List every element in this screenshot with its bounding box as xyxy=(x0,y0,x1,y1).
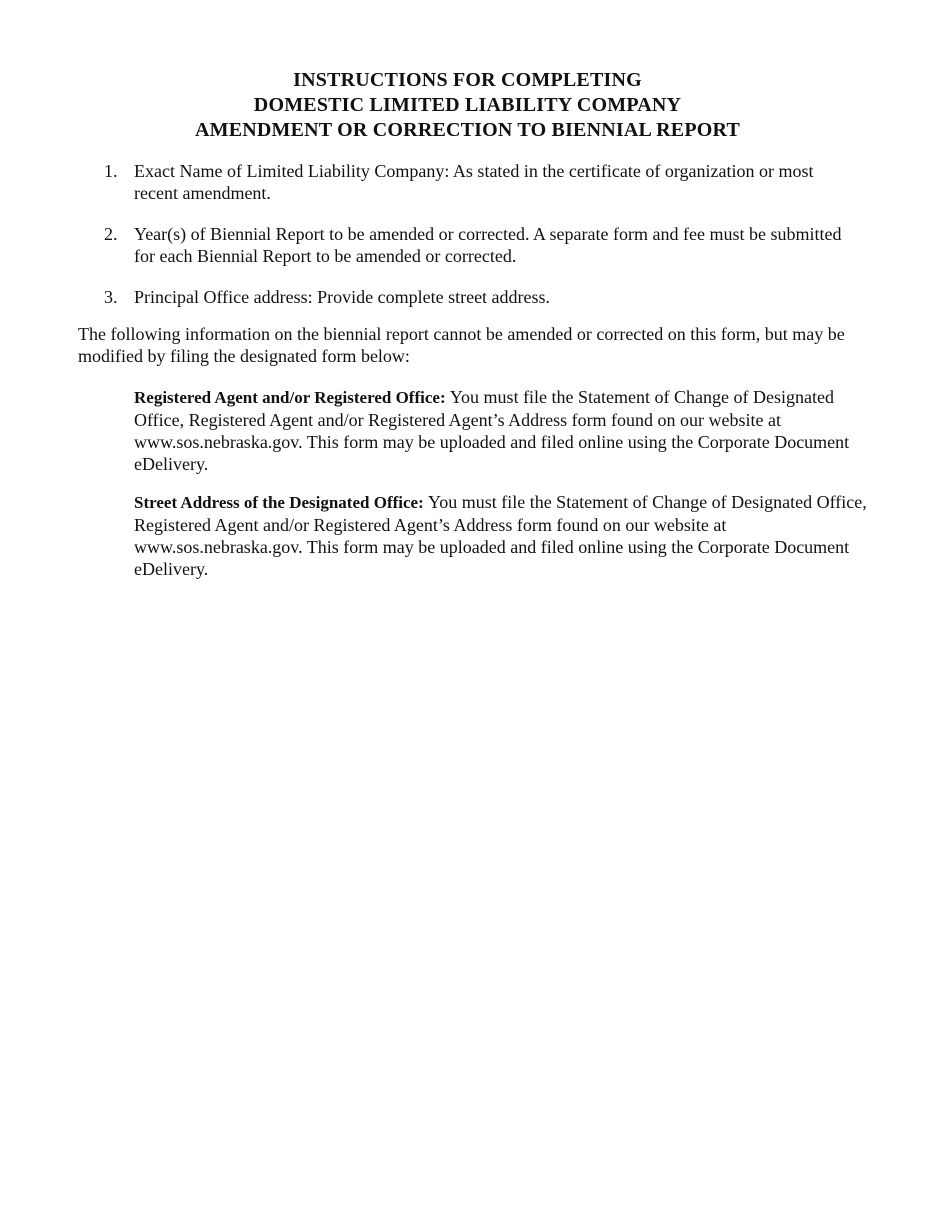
title-line-1: INSTRUCTIONS FOR COMPLETING xyxy=(293,69,642,91)
note-body: You must file the Statement of Change of Designated Office, Registered Agent and/or Registered Agent’s Address form found on our website at www.sos.nebraska.gov. This form may be uploaded and filed online using the Corporate Document eDelivery. xyxy=(134,492,867,579)
title-line-2: DOMESTIC LIMITED LIABILITY COMPANY xyxy=(253,94,682,116)
note-body: You must file the Statement of Change of Designated Office, Registered Agent and/or Registered Agent’s Address form found on our website at www.sos.nebraska.gov. This form may be uploaded and filed online using the Corporate Document eDelivery. xyxy=(134,387,850,474)
list-item-number: 2. xyxy=(104,224,118,244)
note-heading: Registered Agent and/or Registered Office: xyxy=(134,388,450,407)
list-item-text: Year(s) of Biennial Report to be amended or corrected. A separate form and fee must be submitted for each Biennial Report to be amended or corrected. xyxy=(134,224,842,266)
instruction-list xyxy=(0,160,950,327)
title-line-3: AMENDMENT OR CORRECTION TO BIENNIAL REPORT xyxy=(194,119,740,141)
list-item-number: 1. xyxy=(104,161,118,181)
page-title xyxy=(0,68,935,143)
list-item-number: 3. xyxy=(104,287,118,307)
list-item xyxy=(0,286,950,308)
street-address-note xyxy=(134,491,884,580)
list-item xyxy=(0,160,950,204)
registered-agent-note xyxy=(134,386,884,475)
note-heading: Street Address of the Designated Office: xyxy=(134,493,428,512)
list-item-text: Exact Name of Limited Liability Company: As stated in the certificate of organization or most recent amendment. xyxy=(134,161,814,203)
list-item-text: Principal Office address: Provide complete street address. xyxy=(134,287,551,307)
intro-paragraph: The following information on the biennial report cannot be amended or corrected on this form, but may be modified by filing the designated form below: xyxy=(78,324,845,366)
list-item xyxy=(0,223,950,267)
